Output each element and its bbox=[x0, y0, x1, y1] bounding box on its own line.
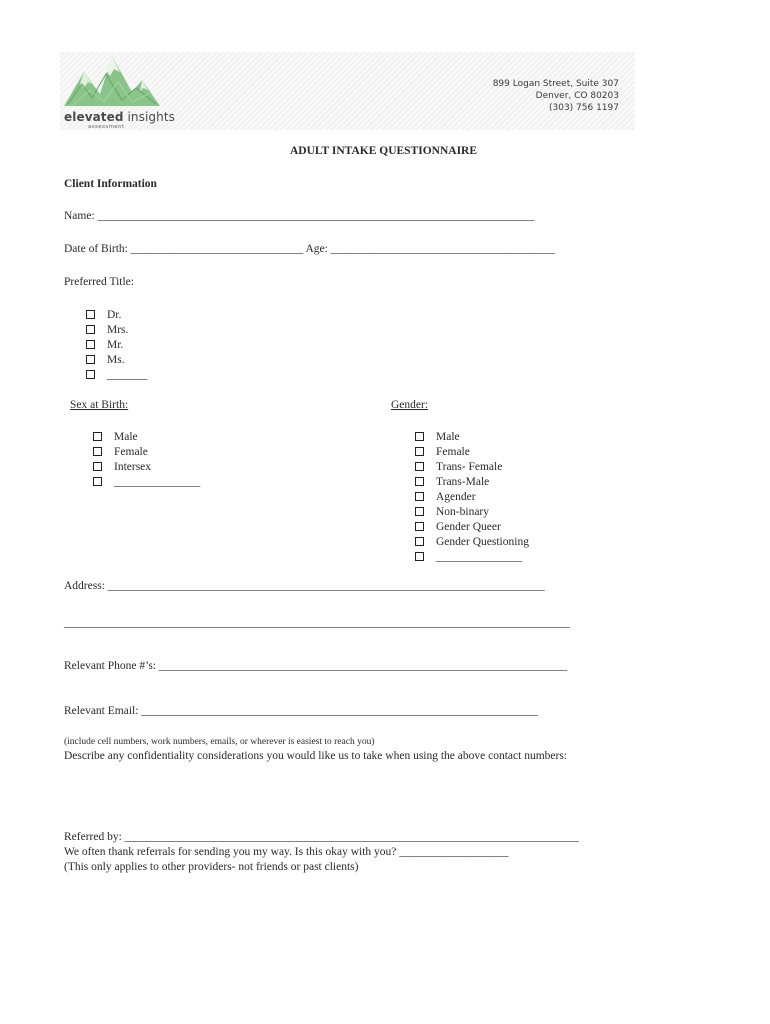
name-field[interactable]: Name: ____________________________________________________________________________ bbox=[64, 210, 535, 222]
checkbox-icon[interactable] bbox=[86, 340, 95, 349]
checkbox-item[interactable]: Mrs. bbox=[86, 324, 128, 336]
address-field[interactable]: Address: ____________________________________________________________________________ bbox=[64, 580, 545, 592]
checkbox-icon[interactable] bbox=[86, 325, 95, 334]
checkbox-item[interactable]: Female bbox=[93, 446, 148, 458]
checkbox-item[interactable]: Agender bbox=[415, 491, 476, 503]
preferred-title-label: Preferred Title: bbox=[64, 276, 134, 288]
checkbox-icon[interactable] bbox=[415, 462, 424, 471]
checkbox-icon[interactable] bbox=[415, 492, 424, 501]
phone-field[interactable]: Relevant Phone #’s: _______________________________________________________________________ bbox=[64, 660, 568, 672]
checkbox-item[interactable]: Dr. bbox=[86, 309, 121, 321]
address-field-line-2[interactable]: ________________________________________________________________________________________ bbox=[64, 617, 570, 629]
referral-thanks-field[interactable]: We often thank referrals for sending you my way. Is this okay with you? ___________________ bbox=[64, 846, 509, 858]
checkbox-item[interactable]: _______ bbox=[86, 369, 147, 381]
checkbox-item[interactable]: Mr. bbox=[86, 339, 123, 351]
checkbox-item[interactable]: Trans- Female bbox=[415, 461, 502, 473]
checkbox-item[interactable]: Ms. bbox=[86, 354, 125, 366]
referral-note: (This only applies to other providers- not friends or past clients) bbox=[64, 861, 359, 873]
logo-wordmark: elevated insights bbox=[64, 110, 175, 124]
checkbox-item[interactable]: Gender Questioning bbox=[415, 536, 529, 548]
checkbox-icon[interactable] bbox=[415, 432, 424, 441]
address-city: Denver, CO 80203 bbox=[535, 91, 619, 101]
checkbox-item[interactable]: Gender Queer bbox=[415, 521, 501, 533]
checkbox-icon[interactable] bbox=[415, 522, 424, 531]
address-phone: (303) 756 1197 bbox=[548, 103, 619, 113]
checkbox-icon[interactable] bbox=[86, 370, 95, 379]
form-title: ADULT INTAKE QUESTIONNAIRE bbox=[290, 145, 478, 157]
logo-subtext: assessment bbox=[88, 124, 125, 130]
checkbox-icon[interactable] bbox=[86, 355, 95, 364]
checkbox-icon[interactable] bbox=[415, 537, 424, 546]
checkbox-icon[interactable] bbox=[415, 477, 424, 486]
confidentiality-prompt: Describe any confidentiality considerations you would like us to take when using the above contact numbers: bbox=[64, 750, 567, 762]
checkbox-icon[interactable] bbox=[86, 310, 95, 319]
checkbox-item[interactable]: _______________ bbox=[415, 551, 522, 563]
gender-label: Gender: bbox=[391, 399, 429, 411]
dob-age-field[interactable]: Date of Birth: ______________________________ Age: _______________________________________ bbox=[64, 243, 555, 255]
checkbox-item[interactable]: Male bbox=[415, 431, 460, 443]
checkbox-icon[interactable] bbox=[415, 552, 424, 561]
email-field[interactable]: Relevant Email: _____________________________________________________________________ bbox=[64, 705, 539, 717]
checkbox-item[interactable]: Intersex bbox=[93, 461, 151, 473]
checkbox-icon[interactable] bbox=[93, 432, 102, 441]
checkbox-item[interactable]: Non-binary bbox=[415, 506, 489, 518]
checkbox-icon[interactable] bbox=[93, 462, 102, 471]
referred-by-field[interactable]: Referred by: _______________________________________________________________________________ bbox=[64, 831, 579, 843]
checkbox-icon[interactable] bbox=[415, 447, 424, 456]
section-title: Client Information bbox=[64, 178, 157, 190]
checkbox-icon[interactable] bbox=[93, 477, 102, 486]
checkbox-item[interactable]: Trans-Male bbox=[415, 476, 489, 488]
address-street: 899 Logan Street, Suite 307 bbox=[492, 79, 619, 89]
checkbox-icon[interactable] bbox=[415, 507, 424, 516]
sex-at-birth-label: Sex at Birth: bbox=[70, 399, 129, 411]
checkbox-icon[interactable] bbox=[93, 447, 102, 456]
contact-note: (include cell numbers, work numbers, emails, or wherever is easiest to reach you) bbox=[64, 737, 375, 747]
checkbox-item[interactable]: Female bbox=[415, 446, 470, 458]
checkbox-item[interactable]: Male bbox=[93, 431, 138, 443]
checkbox-item[interactable]: _______________ bbox=[93, 476, 200, 488]
office-address bbox=[493, 78, 619, 114]
